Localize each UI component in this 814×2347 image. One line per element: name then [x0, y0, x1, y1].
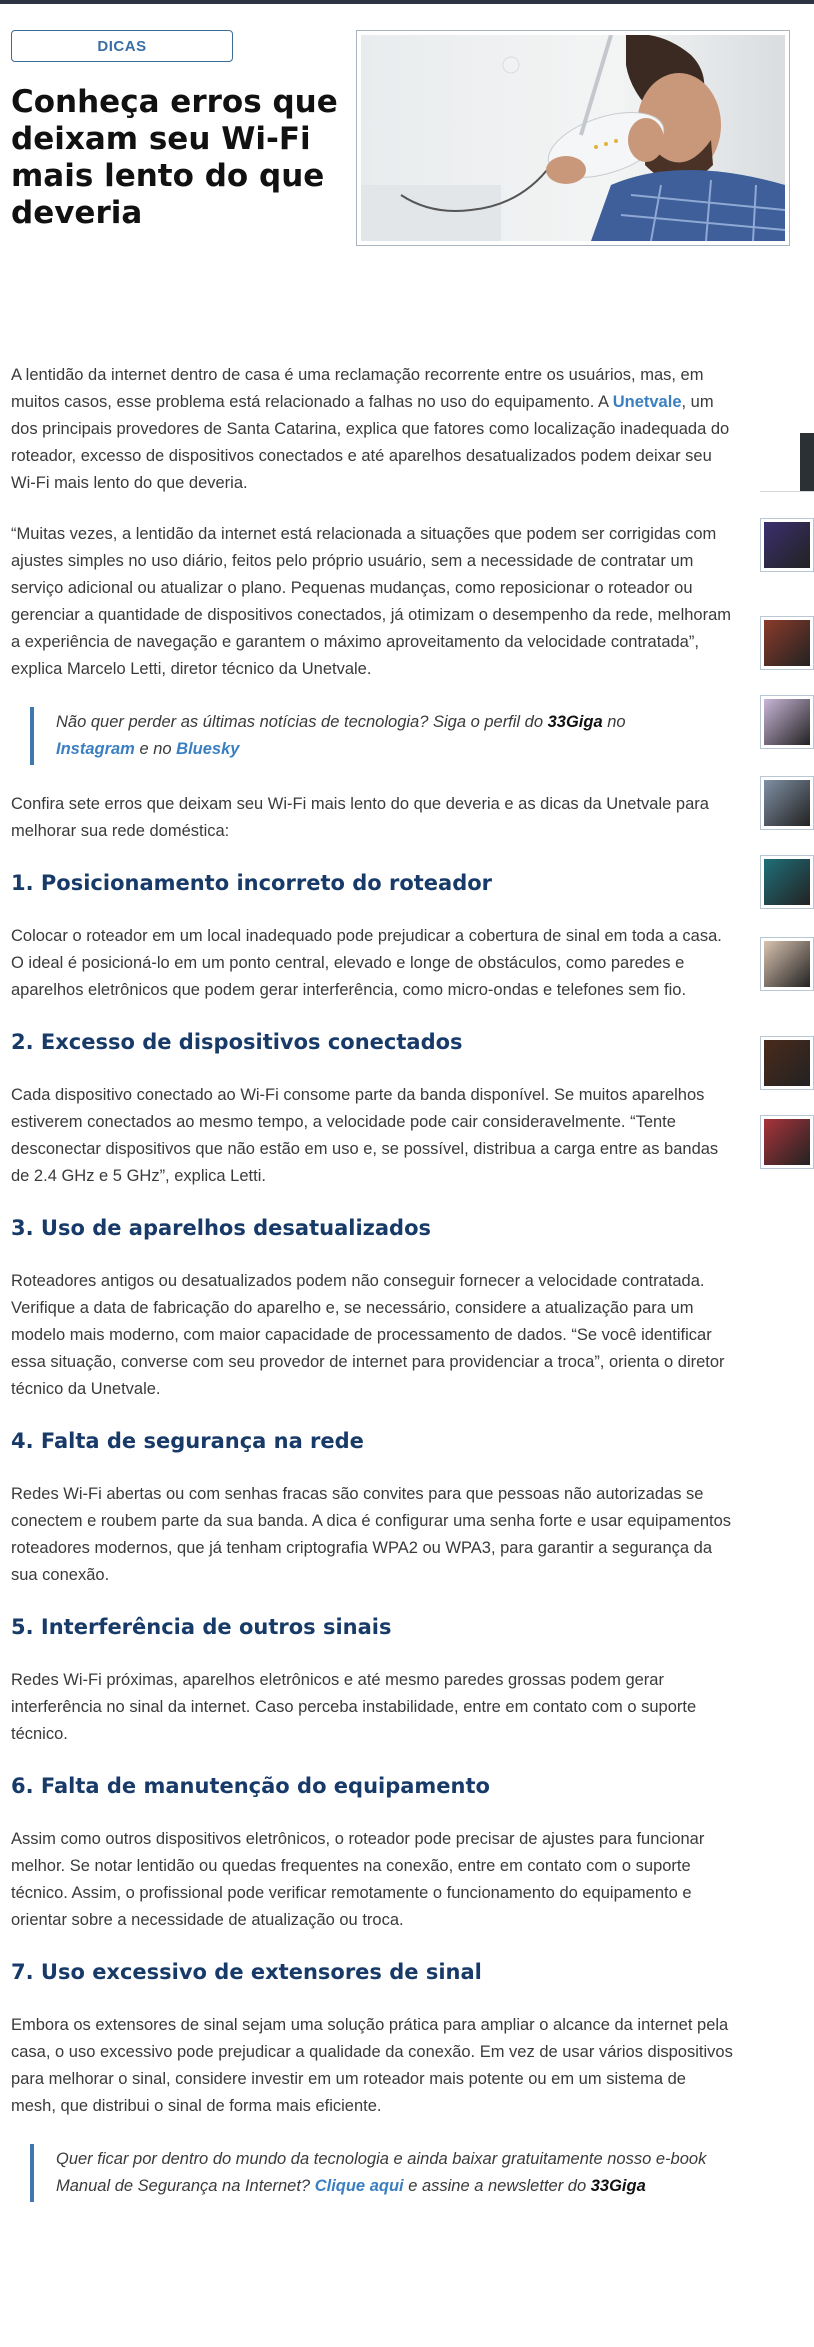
smartphones-thumbnail: [764, 699, 810, 745]
article-title: Conheça erros que deixam seu Wi-Fi mais lento do que deveria: [11, 84, 338, 231]
related-article-thumbnail[interactable]: [760, 695, 814, 749]
smartwatch-thumbnail: [764, 780, 810, 826]
section-body-2: Cada dispositivo conectado ao Wi-Fi consome parte da banda disponível. Se muitos aparelhos estiverem conectados ao mesmo tempo, a velocidade pode cair consideravelmente. “Tente desconectar dispositivos que não estão em uso e, se possível, distribua a carga entre as bandas de 2.4 GHz e 5 GHz”, explica Letti.: [11, 1086, 719, 1185]
callout-text: Não quer perder as últimas notícias de tecnologia? Siga o perfil do: [56, 713, 548, 731]
instagram-link[interactable]: Instagram: [56, 740, 135, 758]
callout-text: no: [602, 713, 626, 731]
article-body: [11, 362, 734, 2228]
newsletter-callout-text: [56, 2146, 734, 2200]
sidebar-scroll-tab[interactable]: [800, 433, 814, 491]
woman-headset-thumbnail: [764, 941, 810, 987]
section-heading-2: 2. Excesso de dispositivos conectados: [11, 1030, 463, 1054]
anime-character-thumbnail: [764, 620, 810, 666]
intro-paragraph: [11, 362, 734, 497]
quote-paragraph: “Muitas vezes, a lentidão da internet está relacionada a situações que podem ser corrigidas com ajustes simples no uso diário, feitos pelo próprio usuário, sem a necessidade de contratar um serviço adicional ou atualizar o plano. Pequenas mudanças, como reposicionar o roteador ou gerenciar a quantidade de dispositivos conectados, já otimizam o desempenho da rede, melhoram a experiência de navegação e garantem o máximo aproveitamento da velocidade contratada”, explica Marcelo Letti, diretor técnico da Unetvale.: [11, 525, 732, 678]
related-article-thumbnail[interactable]: [760, 518, 814, 572]
newsletter-callout: [30, 2144, 734, 2202]
city-night-thumbnail: [764, 522, 810, 568]
related-sidebar: [760, 0, 814, 2347]
man-portrait-thumbnail: [764, 1040, 810, 1086]
intro-text: A lentidão da internet dentro de casa é uma reclamação recorrente entre os usuários, mas, em muitos casos, esse problema está relacionado a falhas no uso do equipamento. A: [11, 366, 704, 411]
intro-text-cont: , um dos principais provedores de Santa Catarina, explica que fatores como localização inadequada do roteador, excesso de dispositivos conectados e até aparelhos desatualizados podem deixar seu Wi-Fi mais lento do que deveria.: [11, 393, 730, 492]
section-body-7: Embora os extensores de sinal sejam uma solução prática para ampliar o alcance da internet pela casa, o uso excessivo pode prejudicar a qualidade da conexão. Em vez de usar vários dispositivos para melhorar o sinal, considere investir em um roteador mais potente ou em um sistema de mesh, que distribui o sinal de forma mais eficiente.: [11, 2016, 733, 2115]
brand-name: 33Giga: [547, 713, 603, 731]
related-article-thumbnail[interactable]: [760, 855, 814, 909]
section-heading-3: 3. Uso de aparelhos desatualizados: [11, 1216, 431, 1240]
category-tag[interactable]: DICAS: [11, 30, 233, 62]
callout-text: e assine a newsletter do: [403, 2177, 591, 2195]
section-heading-7: 7. Uso excessivo de extensores de sinal: [11, 1960, 482, 1984]
section-heading-4: 4. Falta de segurança na rede: [11, 1429, 364, 1453]
section-body-1: Colocar o roteador em um local inadequado pode prejudicar a cobertura de sinal em toda a casa. O ideal é posicioná-lo em um ponto central, elevado e longe de obstáculos, como paredes e aparelhos eletrônicos que podem gerar interferência, como micro-ondas e telefones sem fio.: [11, 927, 722, 999]
callout-text: Quer ficar por dentro do mundo da tecnologia e ainda baixar gratuitamente nosso e-book Manual de Segurança na Internet?: [56, 2150, 707, 2195]
section-heading-6: 6. Falta de manutenção do equipamento: [11, 1774, 490, 1798]
bluesky-link[interactable]: Bluesky: [176, 740, 240, 758]
callout-text: e no: [134, 740, 177, 758]
sidebar-divider: [760, 491, 814, 492]
social-callout-text: [56, 709, 734, 763]
related-article-thumbnail[interactable]: [760, 937, 814, 991]
related-article-thumbnail[interactable]: [760, 1036, 814, 1090]
social-callout: [30, 707, 734, 765]
unetvale-link[interactable]: Unetvale: [612, 393, 682, 411]
section-body-3: Roteadores antigos ou desatualizados podem não conseguir fornecer a velocidade contratada. Verifique a data de fabricação do aparelho e, se necessário, considere a atualização para um modelo mais moderno, com maior capacidade de processamento de dados. “Se você identificar essa situação, converse com seu provedor de internet para providenciar a troca”, orienta o diretor técnico da Unetvale.: [11, 1272, 725, 1398]
related-article-thumbnail[interactable]: [760, 776, 814, 830]
related-article-thumbnail[interactable]: [760, 616, 814, 670]
man-holding-wifi-router-photo: [361, 35, 785, 241]
ai-face-thumbnail: [764, 859, 810, 905]
game-characters-thumbnail: [764, 1119, 810, 1165]
section-body-6: Assim como outros dispositivos eletrônicos, o roteador pode precisar de ajustes para funcionar melhor. Se notar lentidão ou quedas frequentes na conexão, entre em contato com o suporte técnico. Assim, o profissional pode verificar remotamente o funcionamento do equipamento e orientar sobre a necessidade de atualização ou troca.: [11, 1830, 705, 1929]
section-heading-1: 1. Posicionamento incorreto do roteador: [11, 871, 493, 895]
subscribe-link[interactable]: Clique aqui: [314, 2177, 404, 2195]
section-body-4: Redes Wi-Fi abertas ou com senhas fracas são convites para que pessoas não autorizadas se conectem e roubem parte da sua banda. A dica é configurar uma senha forte e usar equipamentos roteadores modernos, que já tenham criptografia WPA2 ou WPA3, para garantir a segurança da sua conexão.: [11, 1485, 732, 1584]
section-heading-5: 5. Interferência de outros sinais: [11, 1615, 392, 1639]
top-bar: [0, 0, 814, 4]
related-article-thumbnail[interactable]: [760, 1115, 814, 1169]
section-body-5: Redes Wi-Fi próximas, aparelhos eletrônicos e até mesmo paredes grossas podem gerar interferência no sinal da internet. Caso perceba instabilidade, entre em contato com o suporte técnico.: [11, 1671, 697, 1743]
hero-image: [356, 30, 790, 246]
lead-paragraph: Confira sete erros que deixam seu Wi-Fi mais lento do que deveria e as dicas da Unetvale para melhorar sua rede doméstica:: [11, 795, 709, 840]
brand-name: 33Giga: [590, 2177, 646, 2195]
